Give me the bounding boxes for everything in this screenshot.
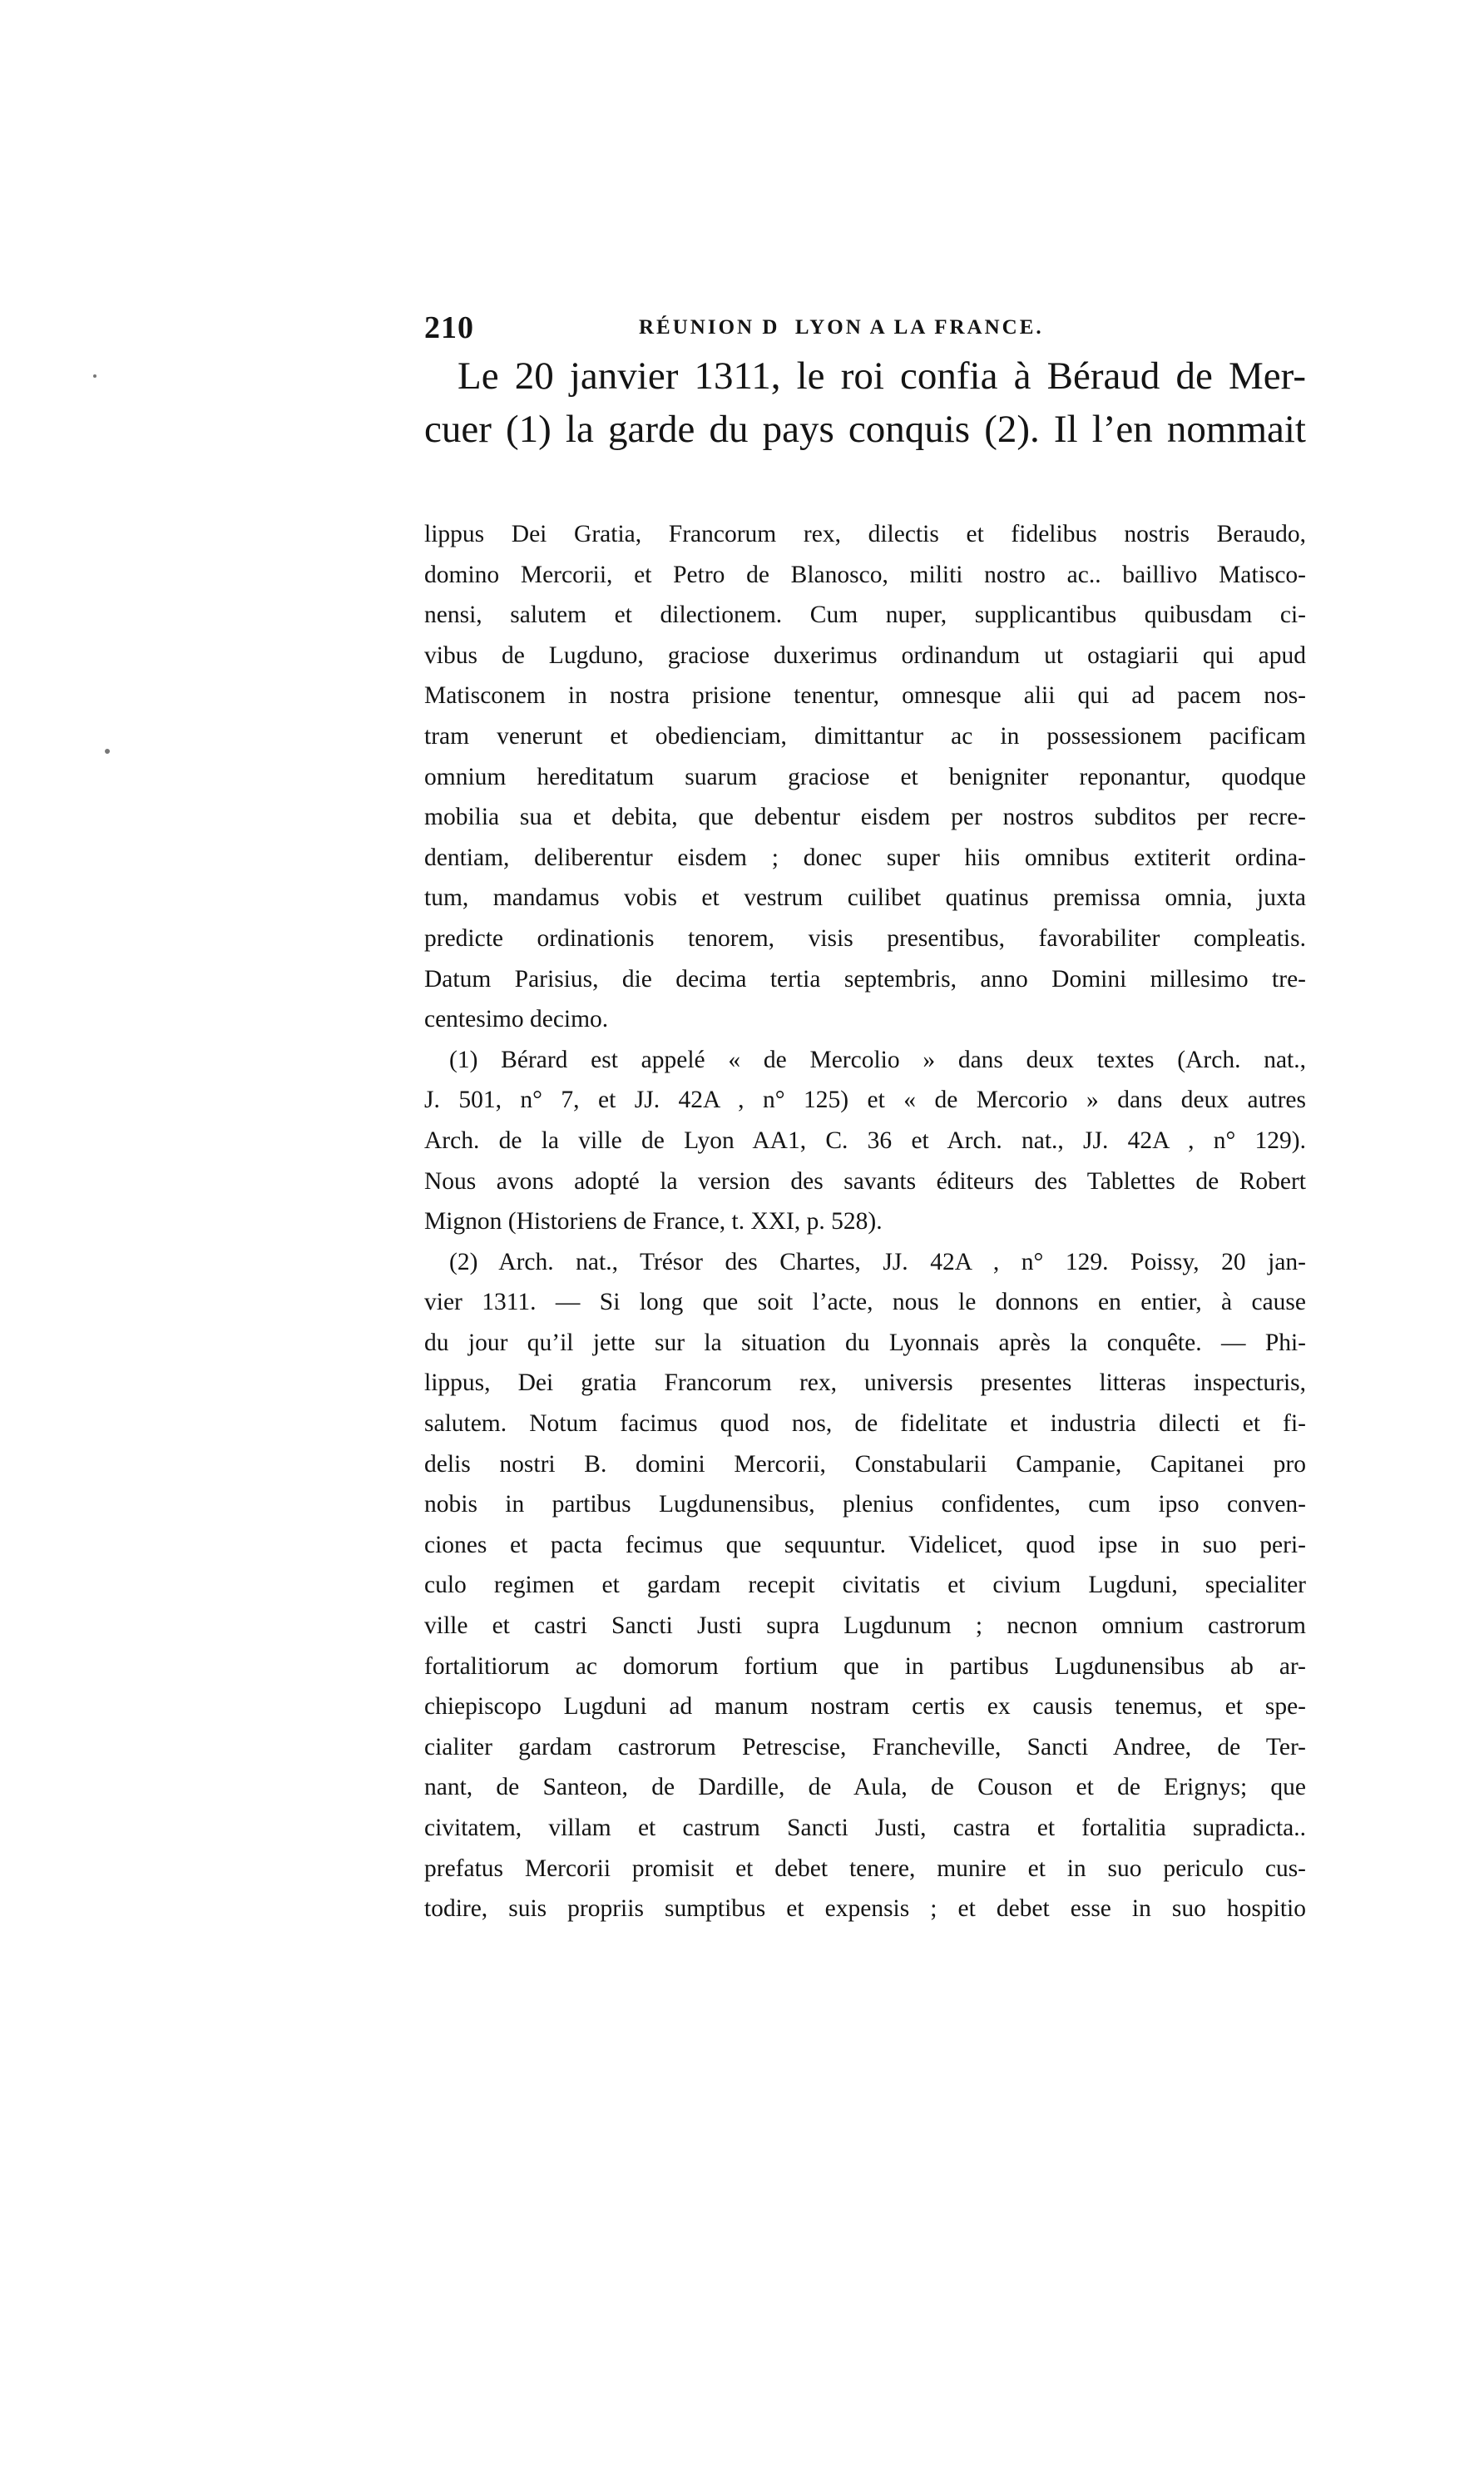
footnote-1 (424, 1040, 1306, 1242)
book-page (424, 310, 1306, 1929)
main-text-line: Le 20 janvier 1311, le roi confia à Béraud de Mer- (458, 354, 1306, 398)
footnote-line: vier 1311. — Si long que soit l’acte, nous le donnons en entier, à cause (424, 1289, 1306, 1316)
footnote-line: du jour qu’il jette sur la situation du Lyonnais après la conquête. — Phi- (424, 1329, 1306, 1356)
footnote-line: fortalitiorum ac domorum fortium que in partibus Lugdunensibus ab ar- (424, 1652, 1306, 1680)
footnote-line: cialiter gardam castrorum Petrescise, Francheville, Sancti Andree, de Ter- (424, 1733, 1306, 1760)
main-text-line: cuer (1) la garde du pays conquis (2). Il l’en nommait (424, 408, 1306, 451)
footnote-line: Matisconem in nostra prisione tenentur, omnesque alii qui ad pacem nos- (424, 682, 1306, 710)
footnote-line: centesimo decimo. (424, 1006, 609, 1033)
footnote-line: culo regimen et gardam recepit civitatis et civium Lugduni, specialiter (424, 1572, 1306, 1599)
footnote-line: tum, mandamus vobis et vestrum cuilibet quatinus premissa omnia, juxta (424, 884, 1306, 912)
footnote-line: tram venerunt et obedienciam, dimittantur ac in possessionem pacificam (424, 722, 1306, 750)
footnote-line: chiepiscopo Lugduni ad manum nostram certis ex causis tenemus, et spe- (424, 1693, 1306, 1721)
continued-footnote (424, 514, 1306, 1040)
scan-speck (93, 374, 96, 378)
footnote-line: ciones et pacta fecimus que sequuntur. Videlicet, quod ipse in suo peri- (424, 1531, 1306, 1558)
footnote-line: todire, suis propriis sumptibus et expensis ; et debet esse in suo hospitio (424, 1895, 1306, 1923)
footnote-line: nobis in partibus Lugdunensibus, plenius confidentes, cum ipso conven- (424, 1491, 1306, 1518)
footnote-line: vibus de Lugduno, graciose duxerimus ordinandum ut ostagiarii qui apud (424, 641, 1306, 669)
footnote-line: domino Mercorii, et Petro de Blanosco, militi nostro ac.. baillivo Matisco- (424, 561, 1306, 588)
running-title: RÉUNION D LYON A LA FRANCE. (639, 316, 1044, 339)
footnote-line: salutem. Notum facimus quod nos, de fidelitate et industria dilecti et fi- (424, 1410, 1306, 1438)
footnote-line: (2) Arch. nat., Trésor des Chartes, JJ. 42A , n° 129. Poissy, 20 jan- (449, 1248, 1306, 1275)
footnote-line: nensi, salutem et dilectionem. Cum nuper, supplicantibus quibusdam ci- (424, 602, 1306, 629)
running-head (424, 310, 1306, 346)
footnote-line: J. 501, n° 7, et JJ. 42A , n° 125) et « de Mercorio » dans deux autres (424, 1087, 1306, 1114)
footnote-line: Nous avons adopté la version des savants éditeurs des Tablettes de Robert (424, 1167, 1306, 1195)
footnote-line: delis nostri B. domini Mercorii, Constabularii Campanie, Capitanei pro (424, 1450, 1306, 1478)
footnote-line: lippus Dei Gratia, Francorum rex, dilectis et fidelibus nostris Beraudo, (424, 521, 1306, 547)
footnote-line: lippus, Dei gratia Francorum rex, universis presentes litteras inspecturis, (424, 1369, 1306, 1397)
footnote-2 (424, 1242, 1306, 1929)
footnote-line: predicte ordinationis tenorem, visis presentibus, favorabiliter compleatis. (424, 924, 1306, 952)
main-text (424, 349, 1306, 456)
footnote-line: (1) Bérard est appelé « de Mercolio » dans deux textes (Arch. nat., (449, 1046, 1306, 1073)
footnote-line: civitatem, villam et castrum Sancti Justi, castra et fortalitia supradicta.. (424, 1815, 1306, 1841)
page-number: 210 (424, 310, 474, 345)
footnote-line: omnium hereditatum suarum graciose et benigniter reponantur, quodque (424, 763, 1306, 790)
footnote-line: Arch. de la ville de Lyon AA1, C. 36 et Arch. nat., JJ. 42A , n° 129). (424, 1127, 1306, 1154)
footnote-line: ville et castri Sancti Justi supra Lugdunum ; necnon omnium castrorum (424, 1612, 1306, 1640)
footnote-line: prefatus Mercorii promisit et debet tenere, munire et in suo periculo cus- (424, 1855, 1306, 1882)
footnote-line: Mignon (Historiens de France, t. XXI, p. 528). (424, 1208, 883, 1236)
footnote-line: nant, de Santeon, de Dardille, de Aula, de Couson et de Erignys; que (424, 1774, 1306, 1801)
footnote-line: mobilia sua et debita, que debentur eisdem per nostros subditos per recre- (424, 804, 1306, 831)
footnote-line: Datum Parisius, die decima tertia septembris, anno Domini millesimo tre- (424, 965, 1306, 993)
scan-speck (105, 749, 110, 754)
footnote-line: dentiam, deliberentur eisdem ; donec super hiis omnibus extiterit ordina- (424, 844, 1306, 871)
footnotes (424, 514, 1306, 1929)
